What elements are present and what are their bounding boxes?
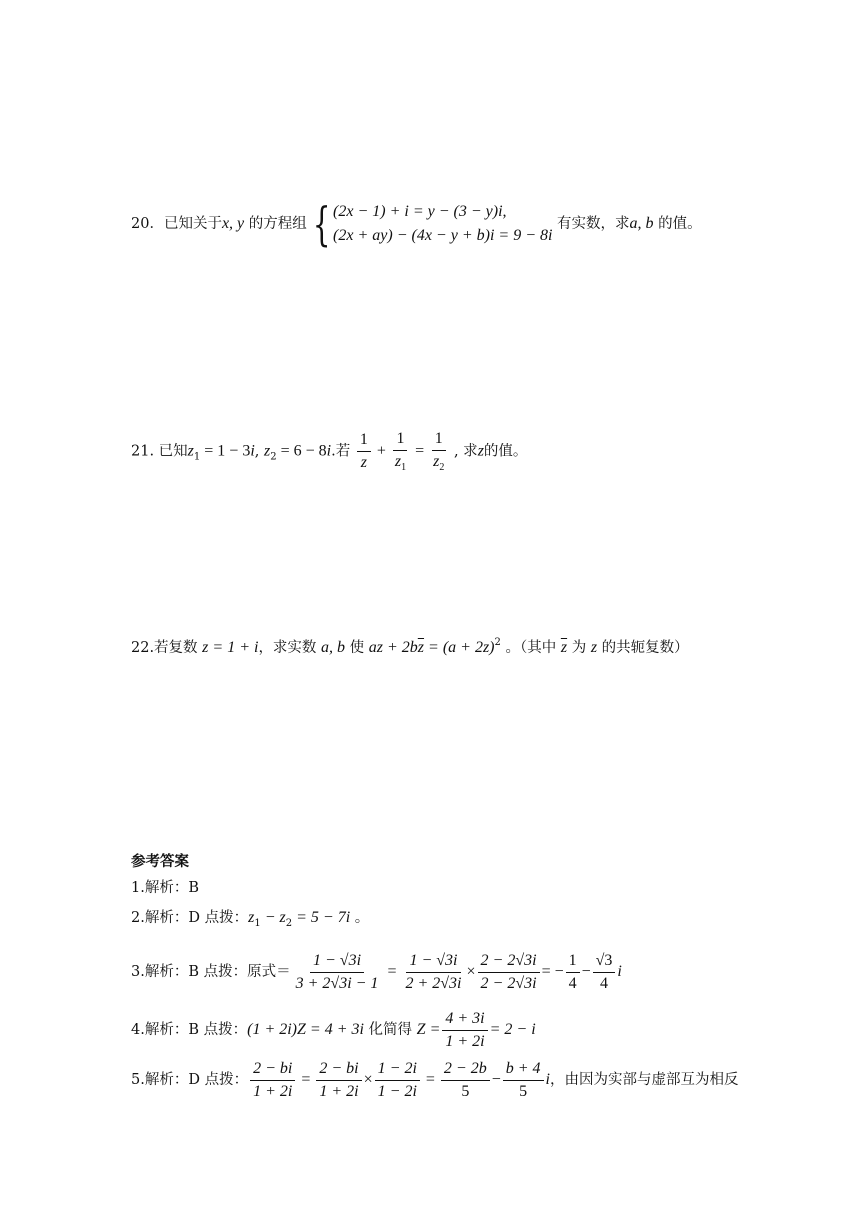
a2-prefix: 2.解析：D 点拨： [131,910,249,926]
q22-z: z [590,639,598,656]
question-20 [131,197,702,251]
q21-tail-2: 的值。 [483,443,528,460]
q21-frac2-den: z [394,452,402,470]
q22-prefix: 22.若复数 [131,640,203,656]
q22-tail-2: 为 [567,640,591,656]
q22-ab: a, b [321,639,346,656]
a5-f5-den: 5 [519,1082,528,1100]
q21-zvar: z [477,442,484,460]
a4-equation: (1 + 2i)Z = 4 + 3i [247,1021,364,1039]
a3-f2-den: 2 + 2√3i [405,974,462,992]
a5-f5-num: b + 4 [503,1060,544,1081]
a5-frac-2 [316,1060,361,1100]
q21-eq-a: = 1 − 3 [200,442,251,460]
q21-i-a: i [250,442,255,460]
a2-sub-2: 2 [285,918,293,929]
q21-frac-1-over-z2 [430,430,447,473]
a3-f5-den: 4 [600,974,609,992]
a3-f2-num: 1 − √3i [406,952,460,973]
a5-f2-num: 2 − bi [316,1060,361,1081]
a3-frac-2 [402,952,464,992]
a5-f1-num: 2 − bi [250,1060,295,1081]
q21-frac2-den-sub: 1 [401,461,407,473]
q21-frac3-num: 1 [432,430,446,451]
a2-sub-1: 1 [254,918,261,929]
a5-f2-den: 1 + 2i [319,1082,359,1100]
a3-frac-5 [593,952,616,992]
a2-end: 。 [350,910,370,926]
q21-tail-1: , 求 [449,443,478,460]
q21-frac-1-over-z [357,431,371,471]
q21-z1: z [187,442,194,460]
a3-f3-num: 2 − 2√3i [478,952,540,973]
q21-frac3-den-sub: 2 [439,461,445,473]
a2-minus-z2: − z [260,909,286,926]
q21-plus: + [372,442,390,460]
q21-frac1-den: z [360,453,367,471]
a4-f-den: 1 + 2i [445,1032,485,1050]
q21-comma: , [254,443,264,460]
q21-ruo: .若 [331,443,351,460]
q20-ab: a, b [629,215,654,232]
a5-frac-4 [441,1060,490,1100]
a3-f4-den: 4 [568,974,577,992]
left-brace-icon: { [312,197,331,251]
q21-frac-1-over-z1 [392,430,409,473]
a3-f4-num: 1 [566,952,580,973]
q22-zbar-2: $\overline{z}$ [560,639,568,656]
q22-square: 2 [494,637,501,648]
a3-i: i [617,963,622,981]
a2-result: = 5 − 7i [292,909,351,926]
a5-frac-3 [375,1060,420,1100]
q20-equation-system [307,197,553,251]
q21-i-b: i [326,442,332,460]
answer-4 [131,1010,536,1050]
a4-result: = 2 − i [489,1021,536,1039]
a4-frac [442,1010,487,1050]
a3-prefix: 3.解析：B 点拨：原式＝ [131,964,291,981]
q20-prefix: 20．已知关于 [131,216,222,232]
answers-title: 参考答案 [131,853,189,870]
q22-eq: z = 1 + i [202,639,259,656]
a5-f1-den: 1 + 2i [253,1082,293,1100]
q20-equation-2: (2x + ay) − (4x − y + b)i = 9 − 8i [333,227,553,244]
q20-post: 有实数，求 [552,216,630,232]
q20-equation-1: (2x − 1) + i = y − (3 − y)i, [333,203,507,220]
q22-tail-3: 的共轭复数） [597,640,689,656]
q20-end: 的值。 [653,216,702,232]
a4-mid: 化简得 [363,1022,417,1039]
a5-frac-1 [250,1060,295,1100]
question-21 [131,430,527,473]
q22-mid: ，求实数 [258,640,322,656]
a5-prefix: 5.解析：D 点拨： [131,1072,249,1089]
q22-shi: 使 [345,640,369,656]
q20-vars: x, y [221,215,245,232]
answer-5: 5.解析：D 点拨： $\frac{2 - bi}{1 + 2i}$ = $\frac{2 - bi}{1 + 2i}$ × $\frac{1 - 2i}{1 - 2i}$ = $\frac{2 - 2b}{5}$ − $\frac{b + 4}{5}$ i，由因为实部与虚部互为相反 [131,1060,739,1100]
q21-frac1-num: 1 [357,431,371,452]
question-22 [131,636,689,657]
q21-z1-sub: 1 [193,451,201,463]
q22-lhs: az + 2b [368,639,418,656]
q22-tail-1: 。（其中 [500,640,561,656]
q21-z2: z [264,442,271,460]
q21-equals: = [411,442,429,460]
a5-f4-num: 2 − 2b [441,1060,490,1081]
a3-f1-num: 1 − √3i [310,952,364,973]
a4-prefix: 4.解析：B 点拨： [131,1022,248,1039]
a5-f3-den: 1 − 2i [377,1082,417,1100]
q21-frac2-num: 1 [393,430,407,451]
q22-zbar: $\overline{z}$ [417,639,425,656]
a3-f1-den: 3 + 2√3i − 1 [295,974,379,992]
q21-frac3-den: z [433,452,440,470]
a3-frac-4 [566,952,580,992]
a4-z: Z = [416,1021,441,1039]
a4-f-num: 4 + 3i [442,1010,487,1031]
a3-frac-3 [478,952,540,992]
q22-rhs: = (a + 2z) [424,639,495,656]
a5-tail: ，由因为实部与虚部互为相反 [550,1072,739,1089]
q21-prefix: 21. 已知 [131,443,188,460]
a3-f5-num: √3 [593,952,616,973]
a5-frac-5 [503,1060,544,1100]
answer-2 [131,906,369,929]
a5-f4-den: 5 [461,1082,470,1100]
a5-i: i [545,1071,550,1089]
answer-1: 1.解析：B [131,880,199,896]
a3-result: = − [541,963,564,981]
a2-z1: z [248,909,255,926]
answer-3: 3.解析：B 点拨：原式＝ $\frac{1 - √3i}{3 + 2√3i - 1}$ = $\frac{1 - √3i}{2 + 2√3i}$ × $\frac{2 - 2√3i}{2 - 2√3i}$ = − $\frac{1}{4}$ − $\frac{√3}{4}$ i [131,952,622,992]
q21-eq-b: = 6 − 8 [276,442,327,460]
a5-f3-num: 1 − 2i [375,1060,420,1081]
a3-frac-1 [293,952,382,992]
a3-f3-den: 2 − 2√3i [480,974,537,992]
q20-mid: 的方程组 [244,216,307,232]
q21-z2-sub: 2 [270,451,277,463]
